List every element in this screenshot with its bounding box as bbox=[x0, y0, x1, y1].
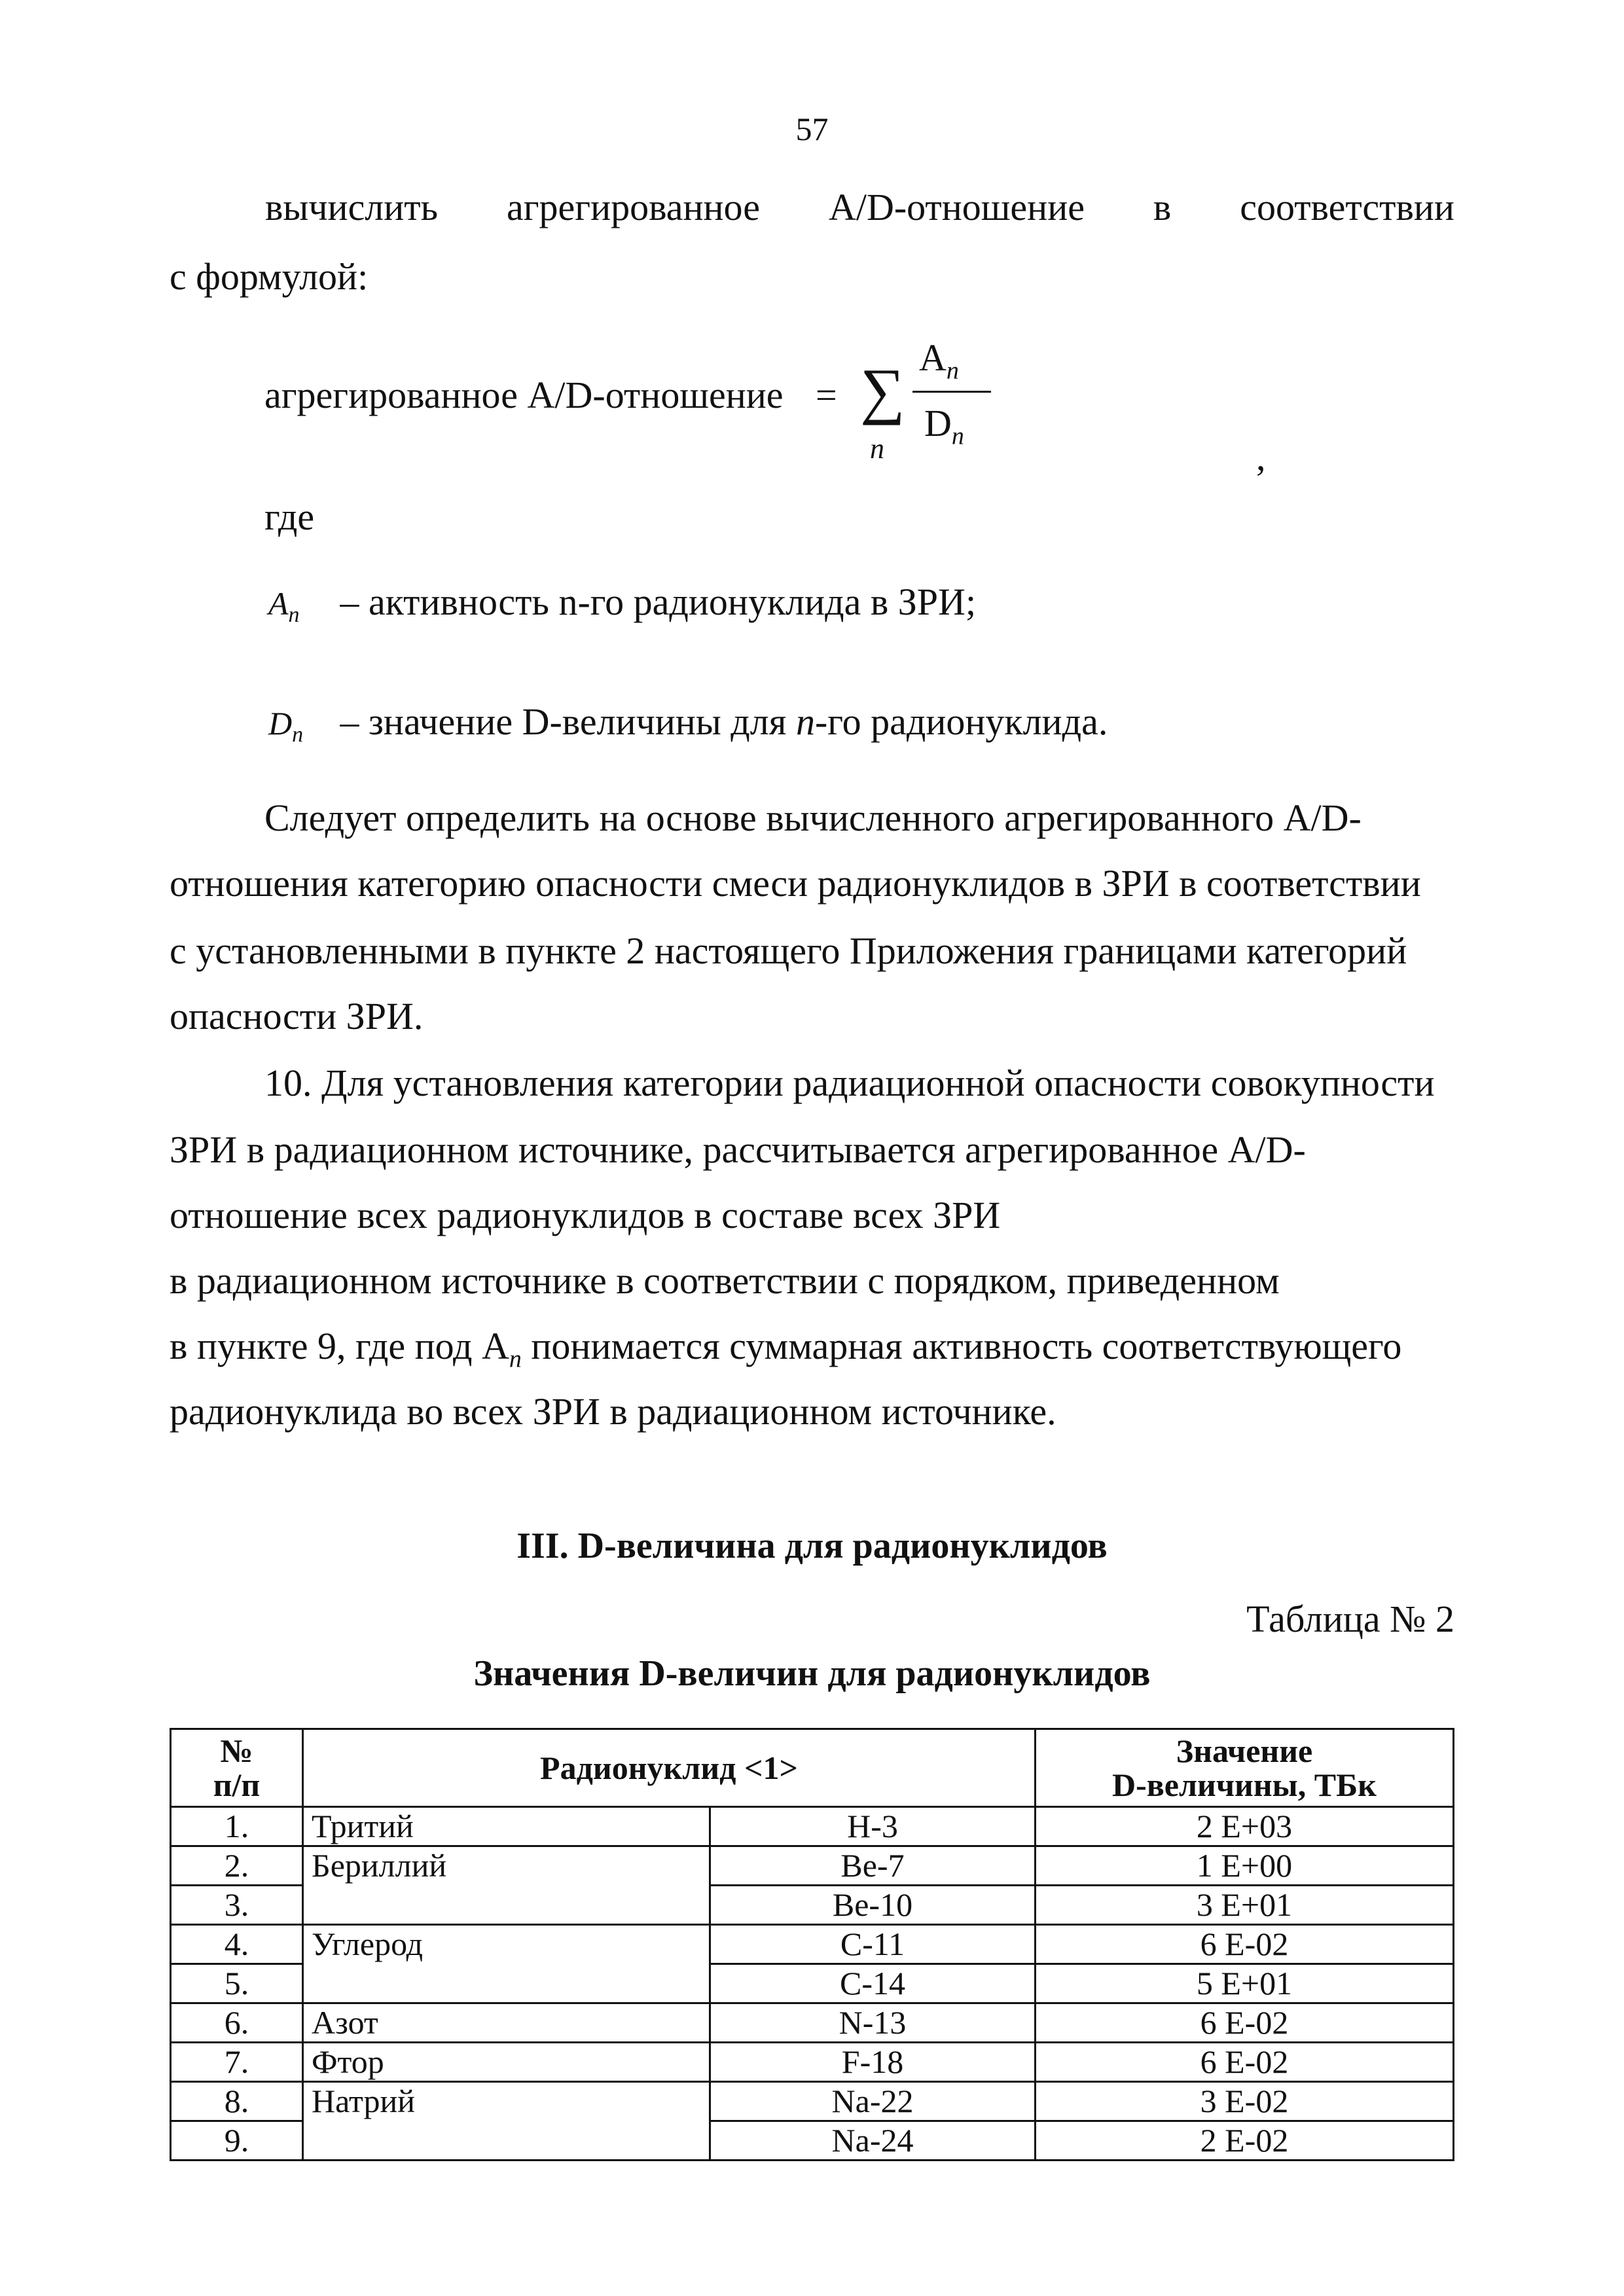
row-num: 9. bbox=[171, 2121, 303, 2161]
para2-line-2: ЗРИ в радиационном источнике, рассчитывается агрегированное A/D- bbox=[170, 1128, 1306, 1171]
row-value: 2 E-02 bbox=[1036, 2121, 1454, 2161]
row-symbol: H-3 bbox=[710, 1807, 1036, 1846]
table-row bbox=[171, 2082, 1454, 2121]
row-name: Фтор bbox=[303, 2043, 710, 2082]
row-name: Азот bbox=[303, 2003, 710, 2043]
row-num: 6. bbox=[171, 2003, 303, 2043]
intro-word: A/D-отношение bbox=[828, 186, 1085, 228]
symbol-a: $A_n$ bbox=[268, 585, 300, 627]
formula-comma: , bbox=[1256, 436, 1266, 478]
row-symbol: C-14 bbox=[710, 1964, 1036, 2003]
formula-denominator: $D_n$ bbox=[924, 402, 964, 450]
table-label: Таблица № 2 bbox=[1246, 1598, 1454, 1640]
row-symbol: Na-22 bbox=[710, 2082, 1036, 2121]
section-heading: III. D-величина для радионуклидов bbox=[516, 1526, 1108, 1566]
row-symbol: Na-24 bbox=[710, 2121, 1036, 2161]
row-value: 6 E-02 bbox=[1036, 2003, 1454, 2043]
where-label: где bbox=[264, 495, 315, 538]
page-number: 57 bbox=[795, 111, 829, 147]
row-value: 1 E+00 bbox=[1036, 1846, 1454, 1886]
definition-d bbox=[268, 699, 1553, 758]
intro-word: в bbox=[1153, 186, 1172, 228]
definition-a bbox=[268, 579, 1553, 638]
para1-line-4: опасности ЗРИ. bbox=[170, 995, 424, 1037]
formula-numerator: $A_n$ bbox=[919, 336, 959, 385]
table-row bbox=[171, 2003, 1454, 2043]
row-name: Бериллий bbox=[303, 1846, 710, 1925]
row-num: 5. bbox=[171, 1964, 303, 2003]
row-value: 2 E+03 bbox=[1036, 1807, 1454, 1846]
row-num: 8. bbox=[171, 2082, 303, 2121]
intro-line-1 bbox=[170, 185, 1454, 230]
intro-word: агрегированное bbox=[507, 186, 761, 228]
row-name: Тритий bbox=[303, 1807, 710, 1846]
intro-word: вычислить bbox=[265, 186, 439, 228]
para1-line-3: с установленными в пункте 2 настоящего Приложения границами категорий bbox=[170, 929, 1407, 972]
para2-line-6: радионуклида во всех ЗРИ в радиационном источнике. bbox=[170, 1390, 1056, 1433]
intro-word: соответствии bbox=[1240, 186, 1454, 228]
row-num: 7. bbox=[171, 2043, 303, 2082]
row-name: Натрий bbox=[303, 2082, 710, 2161]
table-row bbox=[171, 1807, 1454, 1846]
table-row bbox=[171, 1925, 1454, 1964]
row-num: 2. bbox=[171, 1846, 303, 1886]
d-values-table bbox=[170, 1728, 1454, 2161]
row-name: Углерод bbox=[303, 1925, 710, 2003]
sum-index: n bbox=[870, 433, 884, 465]
aggregated-ratio-formula bbox=[264, 331, 1377, 478]
row-value: 6 E-02 bbox=[1036, 1925, 1454, 1964]
row-num: 4. bbox=[171, 1925, 303, 1964]
fraction-bar bbox=[912, 391, 991, 393]
header-num: № п/п bbox=[171, 1729, 303, 1807]
row-symbol: Be-10 bbox=[710, 1886, 1036, 1925]
definition-a-text: – активность n-го радионуклида в ЗРИ; bbox=[340, 581, 977, 623]
row-value: 6 E-02 bbox=[1036, 2043, 1454, 2082]
row-symbol: F-18 bbox=[710, 2043, 1036, 2082]
header-value: Значение D-величины, ТБк bbox=[1036, 1729, 1454, 1807]
para1-line-1: Следует определить на основе вычисленного агрегированного A/D- bbox=[264, 797, 1362, 839]
formula-equals: = bbox=[816, 374, 837, 416]
row-num: 1. bbox=[171, 1807, 303, 1846]
row-value: 3 E+01 bbox=[1036, 1886, 1454, 1925]
row-symbol: N-13 bbox=[710, 2003, 1036, 2043]
para2-line-5: в пункте 9, где под $A_n$ понимается суммарная активность соответствующего bbox=[170, 1325, 1402, 1373]
para2-line-4: в радиационном источнике в соответствии с порядком, приведенном bbox=[170, 1259, 1280, 1302]
row-value: 5 E+01 bbox=[1036, 1964, 1454, 2003]
table-header-row bbox=[171, 1729, 1454, 1807]
table-row bbox=[171, 2043, 1454, 2082]
para1-line-2: отношения категорию опасности смеси радионуклидов в ЗРИ в соответствии bbox=[170, 862, 1421, 905]
row-num: 3. bbox=[171, 1886, 303, 1925]
definition-d-text: – значение D-величины для n-го радионуклида. bbox=[340, 700, 1108, 743]
sum-symbol: ∑ bbox=[860, 355, 905, 425]
header-radionuclide: Радионуклид <1> bbox=[303, 1729, 1036, 1807]
row-symbol: C-11 bbox=[710, 1925, 1036, 1964]
formula-lhs: агрегированное A/D-отношение bbox=[264, 374, 784, 416]
row-symbol: Be-7 bbox=[710, 1846, 1036, 1886]
table-row bbox=[171, 1846, 1454, 1886]
para2-line-1: 10. Для установления категории радиационной опасности совокупности bbox=[264, 1062, 1435, 1104]
intro-line-2: с формулой: bbox=[170, 255, 369, 298]
symbol-d: $D_n$ bbox=[268, 705, 304, 747]
row-value: 3 E-02 bbox=[1036, 2082, 1454, 2121]
table-title: Значения D-величин для радионуклидов bbox=[473, 1653, 1151, 1694]
para2-line-3: отношение всех радионуклидов в составе всех ЗРИ bbox=[170, 1194, 1001, 1236]
